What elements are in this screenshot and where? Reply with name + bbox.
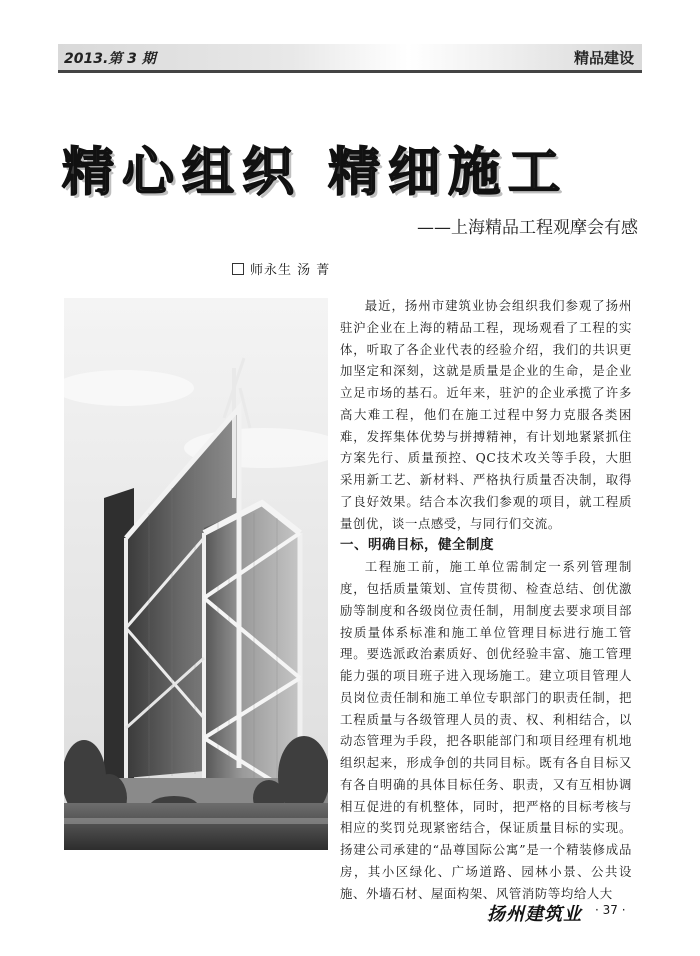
- section-paragraph: 工程施工前，施工单位需制定一系列管理制度，包括质量策划、宣传贯彻、检查总结、创优激励等制度和各级岗位责任制，用制度去要求项目部按质量体系标准和施工单位管理目标进行施工管理。要选派政治素质好、创优经验丰富、施工管理能力强的项目班子进入现场施工。建立项目管理人员岗位责任制和施工单位专职部门的职责任制，把工程质量与各级管理人员的责、权、利相结合，以动态管理为手段，把各职能部门和项目经理有机地组织起来，形成争创的共同目标。既有各自目标又有各自明确的具体目标任务、职责，又有互相协调相互促进的有机整体，同时，把严格的目标考核与相应的奖罚兑现紧密结合，保证质量目标的实现。扬建公司承建的“品尊国际公寓”是一个精装修成品房，其小区绿化、广场道路、园林小景、公共设施、外墙石材、屋面构架、风管消防等均给人大: [340, 559, 632, 901]
- building-photo: [64, 298, 328, 850]
- article-title: 精心组织 精细施工: [62, 142, 569, 203]
- section-name: 精品建设: [573, 49, 634, 67]
- section-heading: 一、明确目标，健全制度: [340, 537, 494, 554]
- authors-line: [232, 259, 330, 278]
- authors: 师永生 汤 菁: [250, 263, 331, 278]
- author-box-icon: [232, 263, 244, 275]
- page-footer: [487, 900, 637, 926]
- page-number: · 37 ·: [595, 903, 626, 917]
- article-subtitle: ——上海精品工程观摩会有感: [417, 218, 638, 238]
- article-body: [340, 295, 632, 904]
- skyscraper-illustration: [64, 298, 328, 850]
- magazine-brand: 扬州建筑业: [487, 904, 582, 925]
- page-header: [58, 44, 642, 73]
- intro-paragraph: 最近，扬州市建筑业协会组织我们参观了扬州驻沪企业在上海的精品工程，现场观看了工程的实体，听取了各企业代表的经验介绍，我们的共识更加坚定和深刻，这就是质量是企业的生命，是企业立足市场的基石。近年来，驻沪的企业承揽了许多高大难工程，他们在施工过程中努力克服各类困难，发挥集体优势与拼搏精神，有计划地紧紧抓住方案先行、质量预控、QC技术攻关等手段，大胆采用新工艺、新材料、严格执行质量否决制，取得了良好效果。结合本次我们参观的项目，就工程质量创优，谈一点感受，与同行们交流。: [340, 298, 632, 531]
- issue-number: 2013.第 3 期: [64, 51, 156, 67]
